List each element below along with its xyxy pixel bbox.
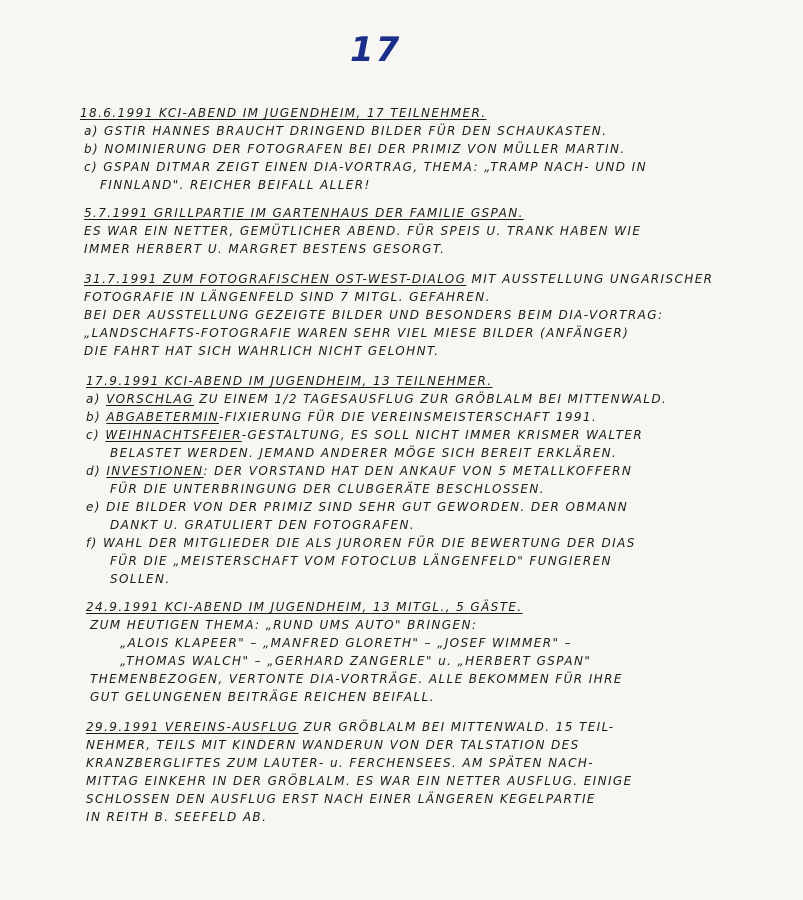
entry-4-item-c bbox=[86, 428, 643, 442]
entry-6-line-4: SCHLOSSEN DEN AUSFLUG ERST NACH EINER LÄNGEREN KEGELPARTIE bbox=[86, 792, 596, 806]
entry-2-line-2: IMMER HERBERT U. MARGRET BESTENS GESORGT. bbox=[84, 242, 446, 256]
entry-4-item-e-cont: DANKT U. GRATULIERT DEN FOTOGRAFEN. bbox=[110, 518, 416, 532]
item-label: ABGABETERMIN bbox=[106, 410, 220, 424]
entry-5-header-text: 24.9.1991 KCI-ABEND IM JUGENDHEIM, 13 MITGL., 5 GÄSTE. bbox=[86, 600, 523, 614]
item-marker: f) bbox=[86, 536, 98, 550]
entry-2-header-text: 5.7.1991 GRILLPARTIE IM GARTENHAUS DER FAMILIE GSPAN. bbox=[84, 206, 524, 220]
item-text: : DER VORSTAND HAT DEN ANKAUF VON 5 METALLKOFFERN bbox=[203, 464, 633, 478]
item-marker: b) bbox=[86, 410, 102, 424]
entry-1-line-2: b) NOMINIERUNG DER FOTOGRAFEN BEI DER PRIMIZ VON MÜLLER MARTIN. bbox=[84, 142, 626, 156]
item-marker: a) bbox=[86, 392, 101, 406]
entry-5-line-1: ZUM HEUTIGEN THEMA: „RUND UMS AUTO" BRINGEN: bbox=[90, 618, 478, 632]
entry-3-header-rest: MIT AUSSTELLUNG UNGARISCHER bbox=[466, 272, 714, 286]
entry-3-header-text: 31.7.1991 ZUM FOTOGRAFISCHEN OST-WEST-DIALOG bbox=[84, 272, 467, 286]
entry-4-header-text: 17.9.1991 KCI-ABEND IM JUGENDHEIM, 13 TEILNEHMER. bbox=[86, 374, 493, 388]
entry-6-header bbox=[86, 720, 615, 734]
entry-3-line-3: „LANDSCHAFTS-FOTOGRAFIE WAREN SEHR VIEL MIESE BILDER (ANFÄNGER) bbox=[84, 326, 630, 340]
entry-2-header bbox=[84, 206, 524, 220]
entry-4-item-f-cont-2: SOLLEN. bbox=[110, 572, 171, 586]
entry-1-header bbox=[80, 106, 486, 120]
entry-3-line-4: DIE FAHRT HAT SICH WAHRLICH NICHT GELOHNT. bbox=[84, 344, 440, 358]
entry-1-line-4: FINNLAND". REICHER BEIFALL ALLER! bbox=[100, 178, 371, 192]
entry-6-line-1: NEHMER, TEILS MIT KINDERN WANDERUN VON DER TALSTATION DES bbox=[86, 738, 580, 752]
entry-6-header-text: 29.9.1991 VEREINS-AUSFLUG bbox=[86, 720, 299, 734]
entry-4-item-d bbox=[86, 464, 632, 478]
entry-5-line-3: „THOMAS WALCH" – „GERHARD ZANGERLE" u. „HERBERT GSPAN" bbox=[120, 654, 592, 668]
entry-4-header bbox=[86, 374, 492, 388]
entry-6-line-5: IN REITH B. SEEFELD AB. bbox=[86, 810, 268, 824]
entry-6-line-3: MITTAG EINKEHR IN DER GRÖBLALM. ES WAR EIN NETTER AUSFLUG. EINIGE bbox=[86, 774, 633, 788]
item-marker: d) bbox=[86, 464, 102, 478]
entry-3-line-2: BEI DER AUSSTELLUNG GEZEIGTE BILDER UND BESONDERS BEIM DIA-VORTRAG: bbox=[84, 308, 664, 322]
item-text: WAHL DER MITGLIEDER DIE ALS JUROREN FÜR DIE BEWERTUNG DER DIAS bbox=[102, 536, 636, 550]
entry-4-item-c-cont: BELASTET WERDEN. JEMAND ANDERER MÖGE SICH BEREIT ERKLÄREN. bbox=[110, 446, 618, 460]
item-marker: e) bbox=[86, 500, 101, 514]
entry-4-item-a bbox=[86, 392, 667, 406]
item-text: DIE BILDER VON DER PRIMIZ SIND SEHR GUT GEWORDEN. DER OBMANN bbox=[106, 500, 629, 514]
entry-4-item-f bbox=[86, 536, 636, 550]
entry-2-line-1: ES WAR EIN NETTER, GEMÜTLICHER ABEND. FÜR SPEIS U. TRANK HABEN WIE bbox=[84, 224, 642, 238]
entry-1-line-1: a) GSTIR HANNES BRAUCHT DRINGEND BILDER FÜR DEN SCHAUKASTEN. bbox=[84, 124, 608, 138]
entry-5-line-5: GUT GELUNGENEN BEITRÄGE REICHEN BEIFALL. bbox=[90, 690, 435, 704]
item-text: -GESTALTUNG, ES SOLL NICHT IMMER KRISMER WALTER bbox=[241, 428, 644, 442]
entry-6-header-rest: ZUR GRÖBLALM BEI MITTENWALD. 15 TEIL- bbox=[298, 720, 615, 734]
entry-6-line-2: KRANZBERGLIFTES ZUM LAUTER- u. FERCHENSEES. AM SPÄTEN NACH- bbox=[86, 756, 595, 770]
item-label: INVESTIONEN bbox=[106, 464, 204, 478]
item-label: WEIHNACHTSFEIER bbox=[105, 428, 242, 442]
entry-4-item-f-cont-1: FÜR DIE „MEISTERSCHAFT VOM FOTOCLUB LÄNGENFELD" FUNGIEREN bbox=[110, 554, 612, 568]
entry-5-header bbox=[86, 600, 523, 614]
page-number: 17 bbox=[350, 30, 402, 70]
item-marker: c) bbox=[86, 428, 101, 442]
entry-4-item-d-cont: FÜR DIE UNTERBRINGUNG DER CLUBGERÄTE BESCHLOSSEN. bbox=[110, 482, 545, 496]
entry-3-line-1: FOTOGRAFIE IN LÄNGENFELD SIND 7 MITGL. GEFAHREN. bbox=[84, 290, 491, 304]
entry-1-line-3: c) GSPAN DITMAR ZEIGT EINEN DIA-VORTRAG, THEMA: „TRAMP NACH- UND IN bbox=[84, 160, 647, 174]
entry-5-line-4: THEMENBEZOGEN, VERTONTE DIA-VORTRÄGE. ALLE BEKOMMEN FÜR IHRE bbox=[90, 672, 623, 686]
item-label: VORSCHLAG bbox=[106, 392, 194, 406]
entry-3-header bbox=[84, 272, 713, 286]
item-text: ZU EINEM 1/2 TAGESAUSFLUG ZUR GRÖBLALM BEI MITTENWALD. bbox=[193, 392, 668, 406]
entry-4-item-b bbox=[86, 410, 597, 424]
entry-5-line-2: „ALOIS KLAPEER" – „MANFRED GLORETH" – „JOSEF WIMMER" – bbox=[120, 636, 573, 650]
entry-1-header-text: 18.6.1991 KCI-ABEND IM JUGENDHEIM, 17 TEILNEHMER. bbox=[80, 106, 487, 120]
entry-4-item-e bbox=[86, 500, 628, 514]
item-text: -FIXIERUNG FÜR DIE VEREINSMEISTERSCHAFT 1991. bbox=[219, 410, 598, 424]
